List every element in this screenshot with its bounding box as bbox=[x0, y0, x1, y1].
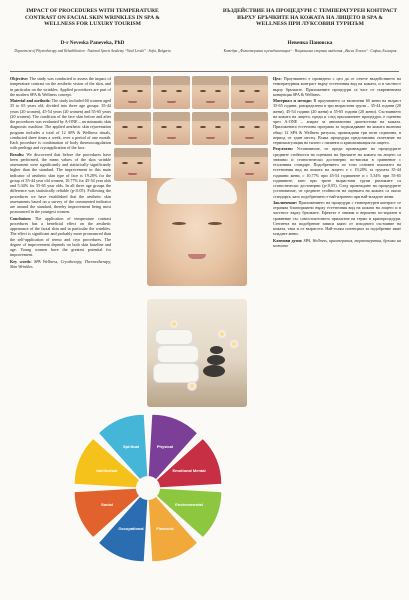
goal-heading: Цел: bbox=[273, 76, 282, 81]
methods-heading: Material and methods: bbox=[10, 98, 51, 103]
wheel-segment-label: Social bbox=[101, 501, 113, 507]
face-photo bbox=[231, 148, 268, 181]
objective-text: The study was conducted to assess the impact of temperature contrast on the aesthetic vision of the skin, and in particular on the wrinkles. Applied procedures are part of the modern SPA & Wellness concept. bbox=[10, 76, 111, 97]
face-photo bbox=[153, 76, 190, 109]
keywords-text: SPA Wellness, Cryotherapy, Thermotherapy, Skin Wrinkles bbox=[10, 258, 112, 269]
bg-results-heading: Резултати: bbox=[273, 146, 294, 152]
wheel-center bbox=[136, 476, 160, 500]
wheel-segment-label: Intellectual bbox=[96, 468, 118, 473]
bg-keywords-text: SPA, Wellness, криотерапия, термотерапия, бръчки на кожата bbox=[273, 237, 401, 248]
conclusion-text: The application of temperature contrast procedures has a beneficial effect on the aesthetic appearance of the facial skin and in particular the wrinkles. The effect is significant and probably more pronounced than the self-application of termo and cryo procedures. The degree of improvement depends on both skin baseline and age. Young women have the greatest potential for improvement. bbox=[10, 215, 111, 258]
bulgarian-title: ВЪЗДЕЙСТВИЕ НА ПРОЦЕДУРИ С ТЕМПЕРАТУРЕН КОНТРАСТ ВЪРХУ БРЪЧКИТЕ НА КОЖАТА НА ЛИЦЕТО В SPA & WELLNESS ПРИ ЛУКСОВИЯ ТУРИЗЪМ bbox=[222, 8, 398, 28]
wheel-segment-label: Spiritual bbox=[122, 443, 139, 449]
bg-conclusion-text: Приложението на процедури с температурен контраст се отразява благоприятно върху естетичния вид на кожата на лицето и в частност върху бръчките. Ефектът е значим и вероятно по-изразен в сравнение със самостоятелното прилагане на термо и криопроцедури. Степента на подобрение зависи както от изходното състояние на кожата, така и от възрастта. Най-голям потенциал за подобрение имат младите жени. bbox=[273, 199, 401, 237]
english-title: IMPACT OF PROCEDURES WITH TEMPERATURE CONTRAST ON FACIAL SKIN WRINKLES IN SPA & WELLNESS FOR LUXURY TOURISM bbox=[25, 8, 160, 28]
header-divider bbox=[10, 71, 399, 72]
bg-methods-text: В проучването са включени 60 жени на възраст 35-65 години, разпределени в три възрастови групи – 35-44 години (20 жени), 45-54 години (20 жени) и 55-65 години (20 жени). Състоянието на кожата на лицето, преди и след приложените процедури, е оценено чрез A-ONE – апарат за автоматична диагностика на кожата. Приложената естетична програма за подмладяване на кожата включва общо 12 SPA & Wellness ритуала, провеждани три пъти седмично, в период от един месец. Всяка процедура представлява съчетание на термокоагулация на тялото с пилинги и криоапликация на лицето. bbox=[273, 98, 402, 145]
objective-heading: Objective: bbox=[10, 76, 29, 81]
spa-woman-portrait bbox=[147, 178, 247, 286]
bulgarian-affiliation: Катедра „Физиотерапия и рехабилитация“ · Национална спортна академия „Васил Левски“ · София, България bbox=[223, 49, 397, 53]
face-photo bbox=[192, 112, 229, 145]
bulgarian-author: Невенка Пановска bbox=[287, 40, 333, 46]
wheel-segment-label: Physical bbox=[156, 443, 174, 449]
goal-text: Проучването е проведено с цел да се отчете въздействието на температурния контраст върху естетичния вид на кожата, и в частност върху бръчките. Приложените процедури са част от съвременната концепция SPA & Wellness. bbox=[273, 76, 401, 97]
wheel-segment-label: Environmental bbox=[175, 501, 203, 507]
face-photo bbox=[114, 148, 151, 181]
bg-results-text: Установихме, че преди провеждане на процедурите средните стойности на оценката на бръчките на кожата на лицето са значимо и статистически достоверно по-високи в сравнение с еталонния стандарт. Подобрението по този основен показател на естетичния вид на кожата на лицето е с 19,28% за групата 35-44 годишни жени, с 10,77% при 45-54 годишните и с 5,34% при 55-65 годишните, като при трите възрастови групи разликите са статистически достоверни (p<0,05). След провеждане на процедурите установихме, че средните стойности на оценката на кожата са около стандарта, като подобрението е най-изразено при най-младите жени. bbox=[273, 146, 401, 199]
english-author: D-r Neveska Paneveka, PhD bbox=[60, 40, 125, 46]
english-affiliation: Department of Physiotherapy and Rehabilitation · National Sports Academy “Vasil Levski” · Sofia, Bulgaria bbox=[14, 49, 171, 53]
spa-towels-stones-photo bbox=[147, 299, 247, 407]
bg-keywords-heading: Ключови думи: bbox=[273, 237, 303, 243]
face-photo bbox=[231, 76, 268, 109]
face-photo bbox=[153, 112, 190, 145]
wellness-wheel bbox=[70, 410, 226, 566]
wheel-segment-label: Occupational bbox=[118, 526, 144, 532]
wheel-segment-label: Emotional Mental bbox=[172, 468, 206, 473]
results-heading: Results: bbox=[10, 151, 25, 157]
bg-conclusion-heading: Заключение: bbox=[273, 199, 298, 205]
face-photo bbox=[114, 76, 151, 109]
face-photo bbox=[114, 112, 151, 145]
face-photo bbox=[231, 112, 268, 145]
methods-text: The study included 60 women aged 35 to 65 years old, divided into three age groups: 35-44 years (20 women), 45-54 years (20 women) and 55-65 years (20 women). The condition of the face skin before and after the procedures was evaluated by A-ONE – an automatic skin diagnostic machine. The applied aesthetic skin rejuvenation program includes a total of 12 SPA & Wellness rituals, conducted three times a week, over a period of one month. Each procedure is combination of body thermocoagulation with peelings and cryoapplication of the face. bbox=[10, 98, 111, 151]
english-abstract bbox=[10, 76, 111, 270]
bulgarian-abstract bbox=[273, 76, 401, 249]
keywords-heading: Key words: bbox=[10, 258, 32, 264]
conclusion-heading: Conclusion: bbox=[10, 215, 32, 221]
results-text: We discovered that before the procedures have been performed, the mean values of the skin wrinkle assessment were significantly and statistically significantly higher than the standard. The improvement in this main indicator of aesthetic skin type of face is 19.28% for the group of 35-44 year old women, 10.77% for 45-54 year olds and 5.34% for 55-65 year olds. In all three age groups the difference was statistically reliable (p<0.05). Following the procedures we have established that the aesthetic skin assessments based on a survey of the commented indicator are around the standard, thereby improvement being most pronounced in the youngest women. bbox=[10, 151, 111, 215]
wheel-segment-label: Financial bbox=[156, 526, 174, 532]
bg-methods-heading: Материал и методи: bbox=[273, 98, 312, 103]
face-photo bbox=[192, 76, 229, 109]
